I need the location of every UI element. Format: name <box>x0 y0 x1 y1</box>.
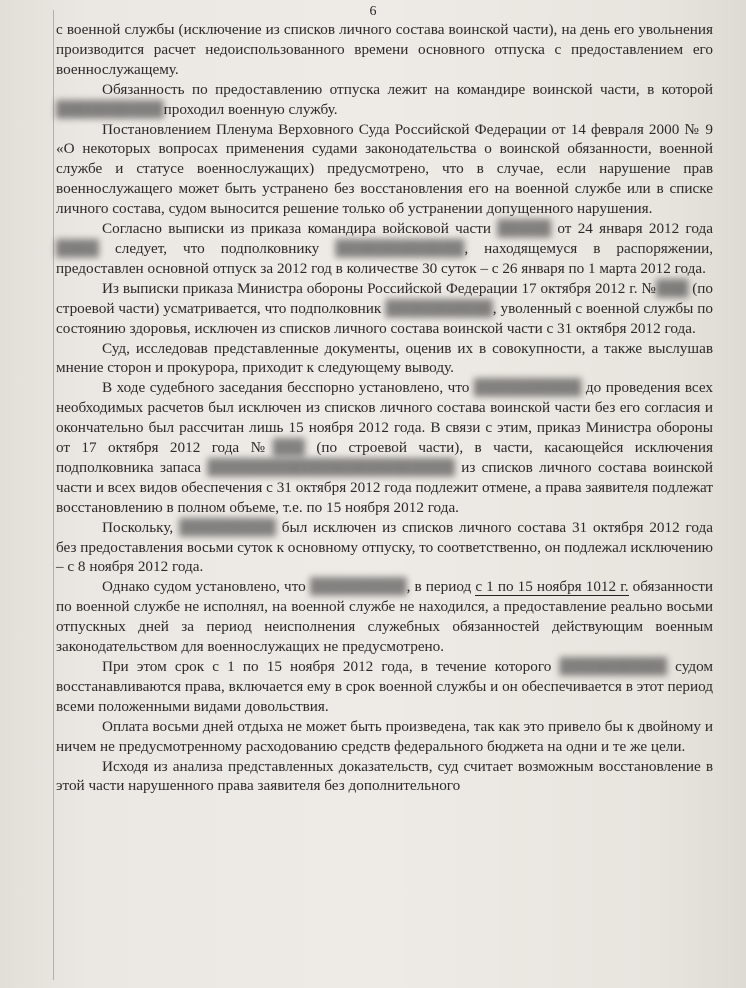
redacted-name: ██████████ <box>559 658 676 675</box>
paragraph-1: с военной службы (исключение из списков личного состава воинской части), на день его увольнения производится расчет недоиспользованного времени основного отпуска с предоставлением его военнослужащему. <box>56 21 713 78</box>
paragraph-2: Обязанность по предоставлению отпуска лежит на командире воинской части, в которой ██████████проходил военную службу. <box>56 80 713 118</box>
paragraph-12: Исходя из анализа представленных доказательств, суд считает возможным восстановление в этой части нарушенного права заявителя без дополнительного <box>56 757 713 795</box>
redacted-order-number: ███ <box>272 439 317 457</box>
redacted-name: ██████████ <box>473 379 586 397</box>
redacted-name: █████████ <box>309 578 407 596</box>
redacted-full-name: ███████████████████████ <box>207 458 462 476</box>
paragraph-5: Из выписки приказа Министра обороны Российской Федерации 17 октября 2012 г. №███ (по строевой части) усматривается, что подполковник ██████████, уволенный с военной службы по состоянию здоровья, исключен из списков личного состава воинской части с 31 октября 2012 года. <box>56 279 713 337</box>
redacted-order-number: ████ <box>56 239 116 257</box>
paragraph-7: В ходе судебного заседания бесспорно установлено, что ██████████ до проведения всех необходимых расчетов был исключен из списков личного состава воинской части без его согласия и окончательно был рассчитан лишь 15 ноября 2012 года. В связи с этим, приказ Министра обороны от 17 октября 2012 года №███ (по строевой части), в части, касающейся исключения подполковника запаса ███████████████████████ из списков личного состава воинской части и всех видов обеспечения с 31 октября 2012 года подлежит отмене, а права заявителя подлежат восстановлению в полном объеме, т.е. по 15 ноября 2012 года. <box>56 379 714 516</box>
paragraph-3: Постановлением Пленума Верховного Суда Российской Федерации от 14 февраля 2000 № 9 «О некоторых вопросах применения судами законодательства о воинской обязанности, военной службе и статусе военнослужащих) предусмотрено, что в случае, если нарушение прав военнослужащего может быть устранено без восстановления его на военной службе или в списке личного состава, судом выносится решение только об устранении допущенного нарушения. <box>56 120 713 218</box>
paragraph-11: Оплата восьми дней отдыха не может быть произведена, так как это привело бы к двойному и ничем не предусмотренному расходованию средств федерального бюджета на одни и те же цели. <box>56 717 713 755</box>
redacted-name: ████████████ <box>335 239 465 257</box>
redacted-order-number: ███ <box>656 279 693 297</box>
paragraph-4: Согласно выписки из приказа командира войсковой части █████ от 24 января 2012 года ████ следует, что подполковнику ████████████, находящемуся в распоряжении, предоставлен основной отпуск за 2012 год в количестве 30 суток – с 26 января по 1 марта 2012 года. <box>56 220 714 277</box>
document-body <box>56 20 713 796</box>
paragraph-8: Поскольку, █████████ был исключен из списков личного состава 31 октября 2012 года без предоставления восьми суток к основному отпуску, то соответственно, он подлежал исключению – с 8 ноября 2012 года. <box>56 518 714 576</box>
paragraph-9: Однако судом установлено, что █████████, в период с 1 по 15 ноября 1012 г. обязанности по военной службе не исполнял, на военной службе не находился, а предоставление реально восьми отпускных дней за период неисполнения служебных обязанностей действующим военным законодательством для военнослужащих не предусмотрено. <box>56 578 714 656</box>
redacted-name: ██████████ <box>385 299 493 317</box>
page-number: 6 <box>369 4 377 19</box>
paragraph-10: При этом срок с 1 по 15 ноября 2012 года, в течение которого ██████████ судом восстанавливаются права, включается ему в срок военной службы и он обеспечивается в этот период всеми положенными видами довольствия. <box>56 658 713 715</box>
redacted-name: █████████ <box>179 518 282 536</box>
left-margin-line <box>53 10 54 980</box>
redacted-unit-number: █████ <box>497 220 558 238</box>
underlined-period: с 1 по 15 ноября 1012 г. <box>475 578 629 596</box>
redacted-unit: ██████████ <box>56 100 164 118</box>
paragraph-6: Суд, исследовав представленные документы, оценив их в совокупности, а также выслушав мнение сторон и прокурора, приходит к следующему выводу. <box>56 339 713 377</box>
